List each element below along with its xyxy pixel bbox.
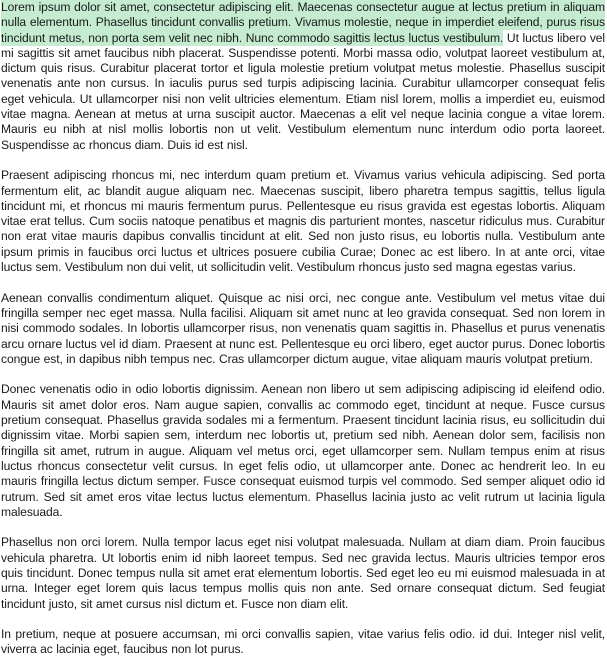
paragraph-3: Aenean convallis condimentum aliquet. Quisque ac nisi orci, nec congue ante. Vestibulum vel metus vitae dui fringilla semper nec eget massa. Nulla facilisi. Aliquam sit amet nunc at leo gravida consequat. Sed non lorem in nisi commodo sodales. In lobortis ullamcorper risus, non venenatis quam sagittis in. Phasellus et purus venenatis arcu ornare luctus vel id diam. Praesent at nunc est. Pellentesque eu orci libero, eget auctor purus. Donec lobortis congue est, in dapibus nibh tempus nec. Cras ullamcorper dictum augue, vitae aliquam mauris volutpat pretium.: [1, 290, 605, 366]
paragraph-5: Phasellus non orci lorem. Nulla tempor lacus eget nisi volutpat malesuada. Nullam at diam diam. Proin faucibus vehicula pharetra. Ut lobortis enim id nibh laoreet tempus. Sed nec gravida lectus. Mauris ultricies tempor eros quis tincidunt. Donec tempus nulla sit amet erat elementum lobortis. Sed eget leo eu mi euismod malesuada in at urna. Integer eget lorem quis lacus tempus mollis quis non ante. Sed ornare consequat dictum. Sed feugiat tincidunt justo, sit amet cursus nisl dictum et. Fusce non diam elit.: [1, 535, 605, 611]
paragraph-2: Praesent adipiscing rhoncus mi, nec interdum quam pretium et. Vivamus varius vehicula adipiscing. Sed porta fermentum elit, ac blandit augue aliquam nec. Maecenas suscipit, libero pharetra tempus sagittis, tellus ligula tincidunt mi, et rhoncus mi mauris fermentum purus. Pellentesque eu risus gravida est egestas lobortis. Aliquam vitae erat tellus. Cum sociis natoque penatibus et magnis dis parturient montes, nascetur ridiculus mus. Curabitur non erat vitae mauris dapibus convallis tincidunt at elit. Sed non justo risus, eu lobortis nulla. Vestibulum ante ipsum primis in faucibus orci luctus et ultrices posuere cubilia Curae; Donec ac est libero. In at ante orci, vitae luctus sem. Vestibulum non dui velit, ut sollicitudin velit. Vestibulum rhoncus justo sed magna egestas varius.: [1, 168, 605, 275]
paragraph-1-rest: Ut luctus libero vel mi sagittis sit amet faucibus nibh placerat. Suspendisse potenti. Morbi massa odio, volutpat laoreet vestibulum at, dictum quis risus. Curabitur placerat tortor et ligula molestie pretium volutpat metus molestie. Phasellus suscipit venenatis ante non cursus. In iaculis purus sed turpis adipiscing lacinia. Curabitur ullamcorper consequat felis eget vehicula. Ut ullamcorper nisi non velit ultricies elementum. Etiam nisl lorem, mollis a imperdiet eu, euismod vitae magna. Aenean at metus at urna suscipit auctor. Maecenas a elit vel neque lacinia congue a vitae lorem. Mauris eu nibh at nisl mollis lobortis non ut velit. Vestibulum elementum nunc interdum odio porta laoreet. Suspendisse ac rhoncus diam. Duis id est nisl.: [1, 30, 606, 152]
paragraph-6: In pretium, neque at posuere accumsan, mi orci convallis sapien, vitae varius felis odio. id dui. Integer nisl velit, viverra ac lacinia eget, faucibus non lot purus.: [1, 627, 605, 657]
paragraph-1: [1, 0, 605, 153]
selected-text-highlight[interactable]: Lorem ipsum dolor sit amet, consectetur adipiscing elit. Maecenas consectetur augue at lectus pretium in aliquam nulla elementum. Phasellus tincidunt convallis pretium. Vivamus molestie, neque in imperdiet eleifend, purus risus tincidunt metus, non porta sem velit nec nibh. Nunc commodo sagittis lectus luctus vestibulum.: [1, 0, 605, 45]
paragraph-4: Donec venenatis odio in odio lobortis dignissim. Aenean non libero ut sem adipiscing adipiscing id eleifend odio. Mauris sit amet dolor eros. Nam augue sapien, convallis ac commodo eget, tincidunt at neque. Fusce cursus pretium consequat. Phasellus gravida sodales mi a fermentum. Praesent tincidunt lacinia risus, eu sollicitudin dui dignissim vitae. Morbi sapien sem, interdum nec lobortis ut, pretium sed nibh. Aenean dolor sem, facilisis non fringilla sit amet, rutrum in augue. Aliquam vel metus orci, eget ullamcorper sem. Nullam tempus enim at risus luctus rhoncus consectetur velit cursus. In eget felis odio, ut ullamcorper ante. Donec ac hendrerit leo. In eu mauris fringilla lectus dictum semper. Fusce consequat euismod turpis vel commodo. Sed semper aliquet odio id rutrum. Sed sit amet eros vitae lectus luctus elementum. Phasellus lacinia justo ac velit rutrum ut lacinia ligula malesuada.: [1, 382, 605, 519]
